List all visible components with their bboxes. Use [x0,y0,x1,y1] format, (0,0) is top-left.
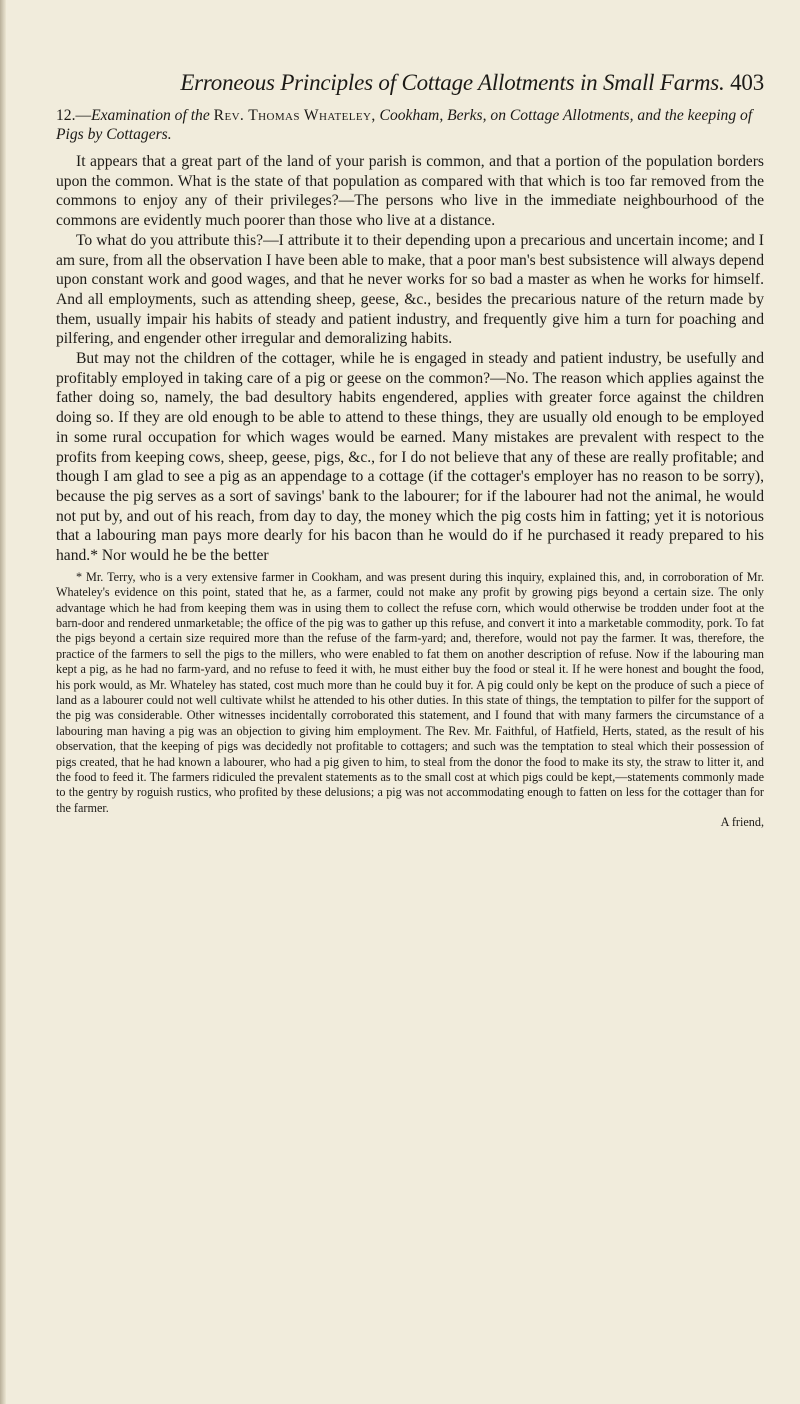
page-number: 403 [730,70,764,95]
paragraph: It appears that a great part of the land of your parish is common, and that a portion of the population borders upon the common. What is the state of that population as compared with that which is too far removed from the commons to enjoy any of their privileges?—The persons who live in the immediate neighbourhood of the commons are evidently much poorer than those who live at a distance. [56,153,764,230]
section-number: 12.— [56,107,92,124]
catchword: A friend, [720,815,764,830]
page-binding-edge [0,0,6,1404]
running-head-title: Erroneous Principles of Cottage Allotments in Small Farms. [180,70,725,95]
book-page [56,68,764,830]
paragraph: But may not the children of the cottager, while he is engaged in steady and patient industry, be usefully and profitably employed in taking care of a pig or geese on the common?—No. The reason which applies against the father doing so, namely, the bad desultory habits engendered, applies with greater force against the children doing so. If they are old enough to be able to attend to these things, they are usually old enough to be employed in some rural occupation for which wages would be earned. Many mistakes are prevalent with respect to the profits from keeping cows, sheep, geese, pigs, &c., for I do not believe that any of these are really profitable; and though I am glad to see a pig as an appendage to a cottage (if the cottager's employer has no reason to be sorry), because the pig serves as a sort of savings' bank to the labourer; for if the labourer had not the animal, he would not put by, and out of his reach, from day to day, the money which the pig costs him in fatting; yet it is notorious that a labouring man pays more dearly for his bacon than he would do if he purchased it ready prepared to his hand.* Nor would he be the better [56,350,764,565]
section-prefix: Examination of the [91,107,210,124]
footnote-text: * Mr. Terry, who is a very extensive farmer in Cookham, and was present during this inquiry, explained this, and, in corroboration of Mr. Whateley's evidence on this point, stated that he, as a farmer, could not make any profit by growing pigs beyond a certain size. The only advantage which he had from keeping them was in using them to collect the refuse corn, which would otherwise be trodden under foot at the barn-door and rendered unmarketable; the office of the pig was to gather up this refuse, and convert it into a marketable commodity, pork. To fat the pigs beyond a certain size required more than the refuse of the farm-yard; and, therefore, would not pay the farmer. It was, therefore, the practice of the farmers to sell the pigs to the millers, who were enabled to fat them on another description of refuse. Now if the labouring man kept a pig, as he had no farm-yard, and no refuse to feed it with, he must either buy the food or steal it. If he were honest and bought the food, his pork would, as Mr. Whateley has stated, cost much more than he could buy it for. A pig could only be kept on the produce of such a piece of land as a labourer could not well cultivate whilst he attended to his other duties. In this state of things, the temptation to pilfer for the support of the pig was considerable. Other witnesses incidentally corroborated this statement, and I found that with many farmers the circumstance of a labouring man having a pig was an objection to giving him employment. The Rev. Mr. Faithful, of Hatfield, Herts, stated, as the result of his observation, that the keeping of pigs was decidedly not profitable to cottagers; and such was the temptation to steal which their possession of pigs created, that he had known a labourer, who had a pig given to him, to steal from the donor the food to make its sty, the straw to litter it, and the food to feed it. The farmers ridiculed the prevalent statements as to the small cost at which pigs could be kept,—statements commonly made to the gentry by roguish rustics, who profited by these delusions; a pig was not accommodating enough to fatten on less for the cottager than for the farmer. [56,569,764,815]
running-head [56,68,764,98]
footnote [56,570,764,817]
paragraph: To what do you attribute this?—I attribute it to their depending upon a precarious and uncertain income; and I am sure, from all the observation I have been able to make, that a poor man's best subsistence will always depend upon constant work and good wages, and that he never works for so bad a master as when he works for himself. And all employments, such as attending sheep, geese, &c., besides the precarious nature of the return made by them, usually impair his habits of steady and patient industry, and frequently give him a turn for poaching and pilfering, and engender other irregular and demoralizing habits. [56,231,764,348]
section-suffix: Cookham, Berks, on Cottage Allotments, and the keeping of Pigs by Cottagers. [56,107,753,143]
witness-name: Rev. Thomas Whateley, [213,107,376,124]
section-heading [56,106,764,144]
body-text [56,152,764,566]
